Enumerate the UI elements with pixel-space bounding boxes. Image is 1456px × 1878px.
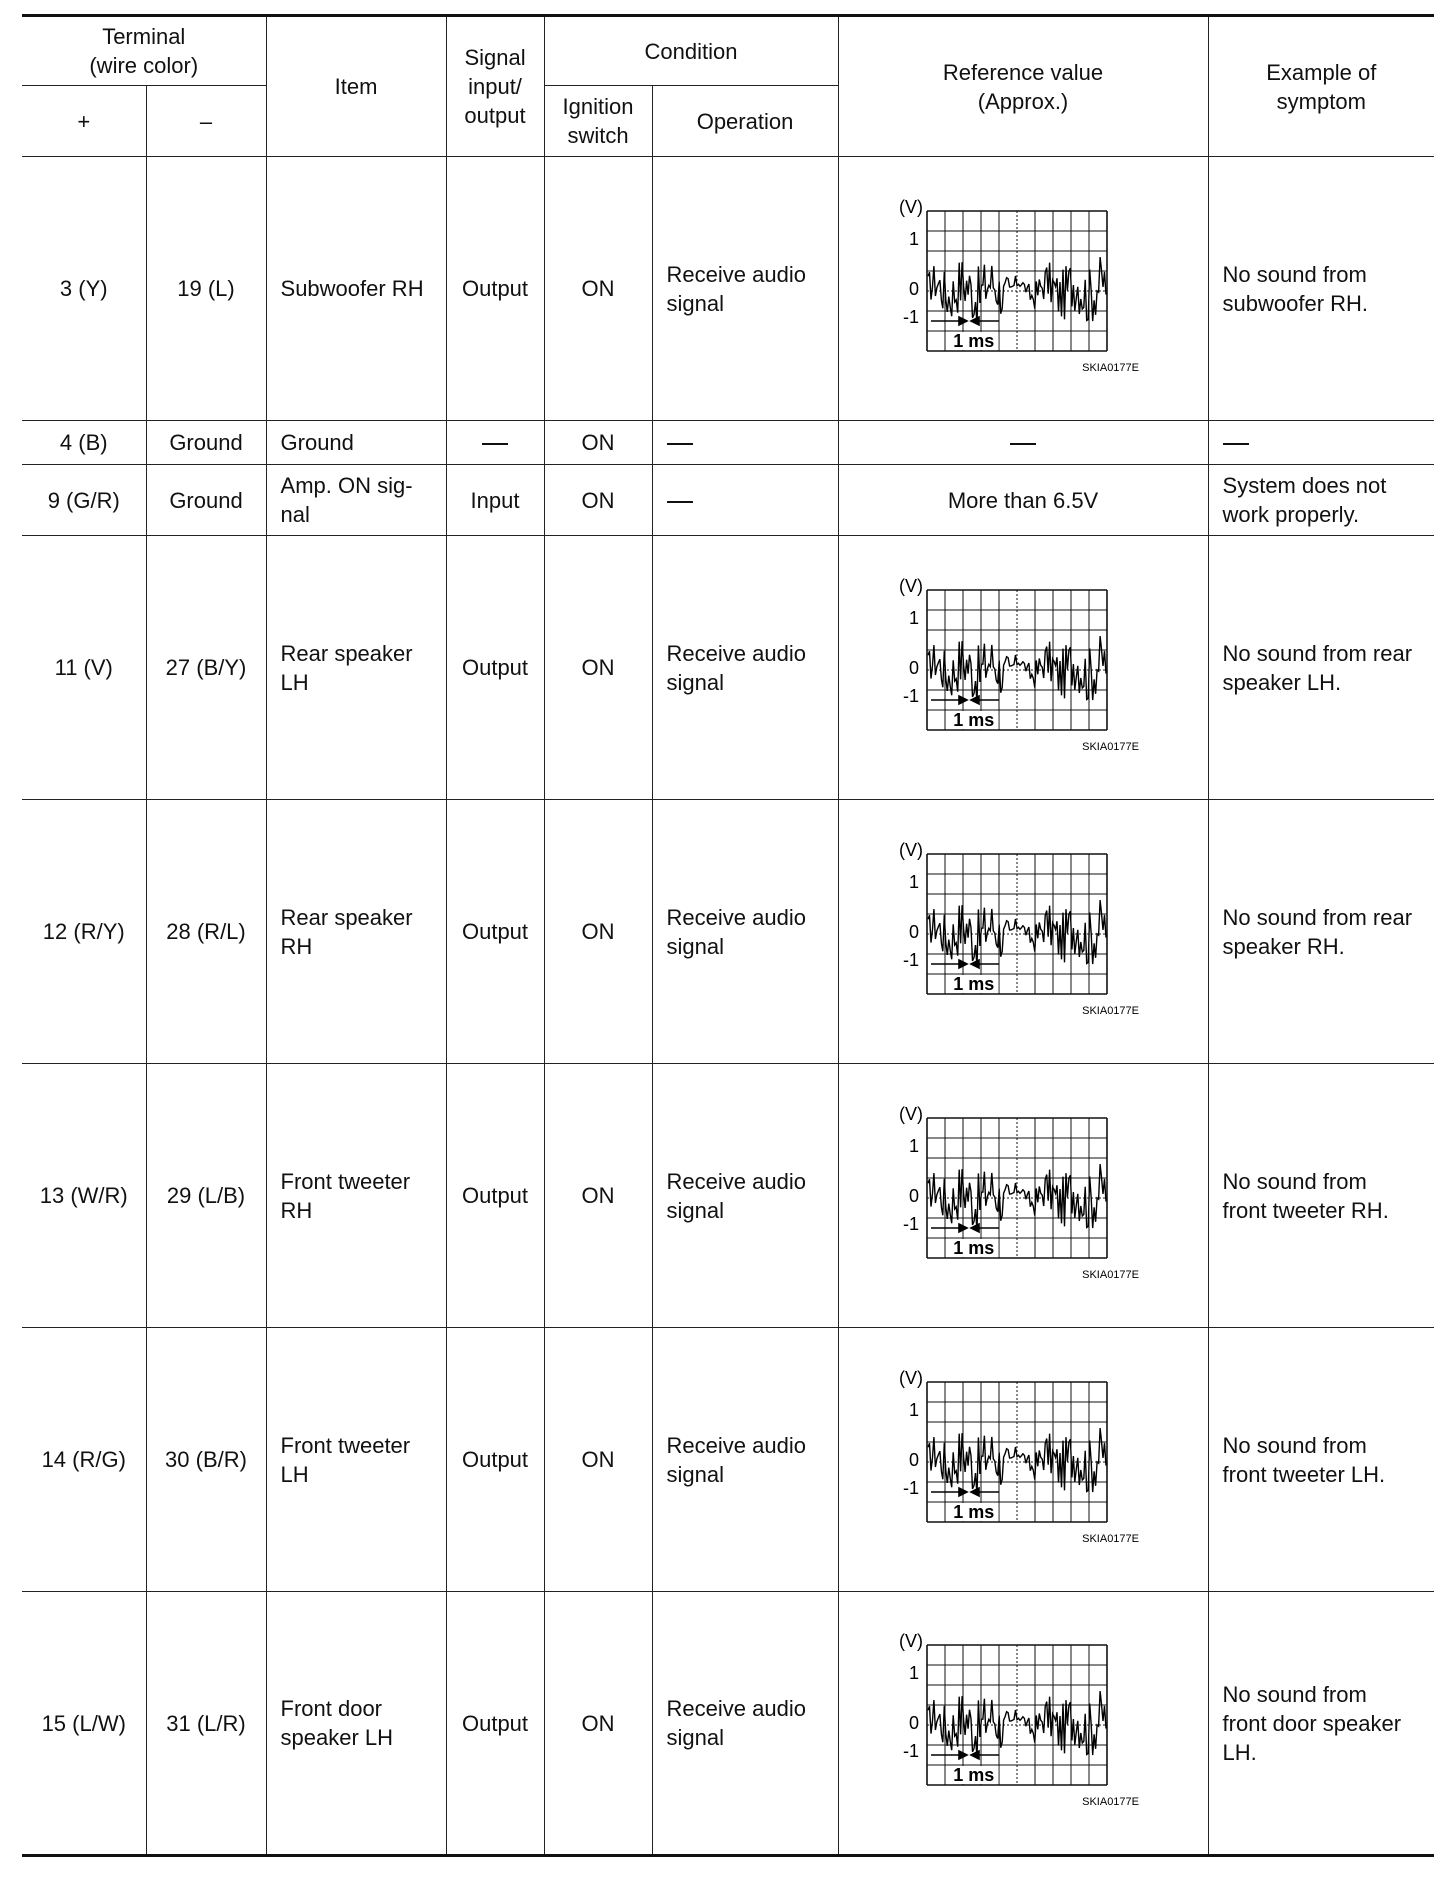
waveform-figure	[893, 1633, 1153, 1813]
waveform-tick-label: 1	[909, 607, 920, 628]
waveform-figure	[893, 842, 1153, 1022]
header-symptom: Example of symptom	[1208, 16, 1434, 157]
cell-signal	[446, 465, 544, 536]
cell-text: ON	[581, 430, 615, 455]
dash-mark	[667, 443, 693, 445]
cell-text: Ground	[169, 487, 243, 513]
cell-signal	[446, 421, 544, 465]
waveform-unit-label: (V)	[899, 1105, 924, 1124]
cell-symptom	[1208, 1064, 1434, 1328]
cell-signal	[446, 157, 544, 421]
cell-text: No sound from front tweeter LH.	[1222, 1432, 1386, 1487]
waveform-tick-label: 0	[909, 278, 920, 299]
header-minus: –	[146, 86, 266, 157]
cell-item	[266, 421, 446, 465]
waveform-time-label: 1 ms	[953, 330, 995, 351]
cell-text: ON	[581, 1447, 615, 1472]
dash-mark	[1010, 443, 1036, 445]
waveform-unit-label: (V)	[899, 1633, 924, 1651]
cell-operation	[652, 800, 838, 1064]
cell-plus	[22, 1064, 146, 1328]
cell-operation	[652, 465, 838, 536]
cell-reference	[838, 157, 1208, 421]
cell-symptom	[1208, 421, 1434, 465]
waveform-grid	[927, 1118, 1107, 1258]
cell-item	[266, 465, 446, 536]
waveform-figure-id: SKIA0177E	[1082, 1268, 1140, 1281]
terminal-spec-table	[22, 14, 1434, 1857]
waveform-figure-id: SKIA0177E	[1082, 1004, 1140, 1017]
cell-signal	[446, 1328, 544, 1592]
waveform-tick-label: 1	[909, 1135, 920, 1156]
cell-text: 19 (L)	[177, 276, 235, 301]
waveform-tick-label: -1	[903, 1213, 920, 1234]
cell-text: Receive audio signal	[666, 1432, 806, 1487]
cell-signal	[446, 1064, 544, 1328]
cell-text: 4 (B)	[59, 430, 108, 455]
cell-minus	[146, 1328, 266, 1592]
cell-plus	[22, 465, 146, 536]
cell-minus	[146, 1592, 266, 1856]
dash-mark	[482, 443, 508, 445]
time-scale-arrow	[931, 317, 999, 325]
cell-reference	[838, 421, 1208, 465]
waveform-tick-label: -1	[903, 306, 920, 327]
cell-operation	[652, 1328, 838, 1592]
cell-text: Receive audio signal	[666, 1696, 806, 1750]
waveform-figure	[893, 199, 1153, 379]
cell-ignition	[544, 465, 652, 536]
waveform-time-label: 1 ms	[953, 973, 995, 994]
cell-symptom	[1208, 1592, 1434, 1856]
cell-text: Output	[461, 276, 529, 301]
table-row	[22, 1328, 1434, 1592]
table-row	[22, 1592, 1434, 1856]
cell-ignition	[544, 536, 652, 800]
waveform-tick-label: 0	[909, 1449, 920, 1470]
cell-text: 15 (L/W)	[41, 1710, 126, 1736]
cell-symptom	[1208, 465, 1434, 536]
cell-operation	[652, 157, 838, 421]
cell-text: No sound from rear speaker RH.	[1222, 904, 1413, 959]
cell-ignition	[544, 1328, 652, 1592]
cell-text: No sound from rear speaker LH.	[1222, 640, 1413, 695]
waveform-tick-label: 0	[909, 1185, 920, 1206]
table-row	[22, 1064, 1434, 1328]
waveform-grid	[927, 211, 1107, 351]
header-plus: +	[22, 86, 146, 157]
cell-plus	[22, 800, 146, 1064]
cell-minus	[146, 536, 266, 800]
cell-text: Receive audio signal	[666, 261, 806, 316]
cell-text: No sound from front door speaker LH.	[1222, 1681, 1402, 1765]
cell-operation	[652, 421, 838, 465]
cell-text: Front tweeter LH	[280, 1432, 411, 1487]
cell-text: Output	[461, 1447, 529, 1472]
cell-reference	[838, 536, 1208, 800]
header-operation: Operation	[652, 86, 838, 157]
cell-symptom	[1208, 536, 1434, 800]
cell-text: 9 (G/R)	[47, 487, 120, 513]
cell-text: 11 (V)	[54, 655, 113, 680]
waveform-tick-label: -1	[903, 685, 920, 706]
cell-minus	[146, 421, 266, 465]
waveform-tick-label: 0	[909, 921, 920, 942]
waveform-tick-label: 0	[909, 657, 920, 678]
cell-minus	[146, 465, 266, 536]
waveform-tick-label: -1	[903, 949, 920, 970]
header-condition: Condition	[544, 16, 838, 86]
cell-ignition	[544, 1592, 652, 1856]
cell-text: ON	[581, 1183, 615, 1208]
cell-text: Front tweeter RH	[280, 1168, 411, 1223]
waveform-figure-id: SKIA0177E	[1082, 1532, 1140, 1545]
table-row	[22, 465, 1434, 536]
cell-reference	[838, 800, 1208, 1064]
cell-minus	[146, 1064, 266, 1328]
waveform-tick-label: 1	[909, 1663, 920, 1683]
cell-operation	[652, 1592, 838, 1856]
table-row	[22, 421, 1434, 465]
cell-ignition	[544, 800, 652, 1064]
cell-symptom	[1208, 1328, 1434, 1592]
cell-ignition	[544, 1064, 652, 1328]
cell-text: 13 (W/R)	[39, 1183, 128, 1208]
waveform-figure	[893, 1370, 1153, 1550]
time-scale-arrow	[931, 1224, 999, 1232]
cell-ignition	[544, 421, 652, 465]
cell-text: Ground	[280, 430, 354, 455]
dash-mark	[667, 501, 693, 503]
cell-operation	[652, 536, 838, 800]
cell-plus	[22, 421, 146, 465]
waveform-figure-id: SKIA0177E	[1082, 740, 1140, 753]
cell-text: Receive audio signal	[666, 904, 806, 959]
cell-text: 30 (B/R)	[165, 1447, 247, 1472]
cell-text: 27 (B/Y)	[165, 655, 247, 680]
header-item: Item	[266, 16, 446, 157]
cell-text: Output	[461, 1183, 529, 1208]
waveform-tick-label: -1	[903, 1741, 920, 1761]
waveform-figure	[893, 1106, 1153, 1286]
cell-plus	[22, 1592, 146, 1856]
waveform-tick-label: 1	[909, 1399, 920, 1420]
waveform-tick-label: 1	[909, 871, 920, 892]
cell-text: Amp. ON sig- nal	[280, 473, 413, 527]
dash-mark	[1223, 443, 1249, 445]
cell-reference	[838, 465, 1208, 536]
cell-text: Rear speaker RH	[280, 904, 413, 959]
cell-text: 12 (R/Y)	[42, 919, 125, 944]
cell-text: Output	[461, 919, 529, 944]
cell-text: 31 (L/R)	[166, 1710, 246, 1736]
cell-text: Ground	[169, 430, 243, 455]
cell-symptom	[1208, 800, 1434, 1064]
cell-text: Output	[461, 1710, 529, 1736]
cell-text: Rear speaker LH	[280, 640, 413, 695]
cell-item	[266, 800, 446, 1064]
cell-minus	[146, 157, 266, 421]
cell-text: Subwoofer RH	[280, 276, 424, 301]
cell-reference	[838, 1592, 1208, 1856]
time-scale-arrow	[931, 960, 999, 968]
cell-item	[266, 1592, 446, 1856]
cell-minus	[146, 800, 266, 1064]
table-row	[22, 536, 1434, 800]
waveform-time-label: 1 ms	[953, 1765, 995, 1785]
cell-text: 28 (R/L)	[166, 919, 246, 944]
waveform-figure-id: SKIA0177E	[1082, 1796, 1140, 1808]
cell-text: ON	[581, 487, 615, 513]
cell-plus	[22, 1328, 146, 1592]
cell-text: ON	[581, 655, 615, 680]
cell-symptom	[1208, 157, 1434, 421]
waveform-figure	[893, 578, 1153, 758]
waveform-time-label: 1 ms	[953, 709, 995, 730]
cell-plus	[22, 157, 146, 421]
cell-operation	[652, 1064, 838, 1328]
cell-text: Output	[461, 655, 529, 680]
header-reference: Reference value (Approx.)	[838, 16, 1208, 157]
cell-plus	[22, 536, 146, 800]
cell-text: Input	[470, 487, 520, 513]
cell-text: Receive audio signal	[666, 640, 806, 695]
waveform-unit-label: (V)	[899, 577, 924, 596]
header-terminal: Terminal (wire color)	[22, 16, 266, 86]
cell-text: 14 (R/G)	[41, 1447, 126, 1472]
cell-reference	[838, 1328, 1208, 1592]
time-scale-arrow	[931, 1488, 999, 1496]
waveform-tick-label: 0	[909, 1713, 920, 1733]
header-signal: Signal input/ output	[446, 16, 544, 157]
table-row	[22, 800, 1434, 1064]
waveform-time-label: 1 ms	[953, 1237, 995, 1258]
waveform-grid	[927, 590, 1107, 730]
cell-text: No sound from subwoofer RH.	[1222, 261, 1369, 316]
waveform-unit-label: (V)	[899, 841, 924, 860]
waveform-grid	[927, 1382, 1107, 1522]
cell-signal	[446, 1592, 544, 1856]
cell-reference	[838, 1064, 1208, 1328]
cell-signal	[446, 536, 544, 800]
cell-item	[266, 157, 446, 421]
cell-text: ON	[581, 276, 615, 301]
cell-text: More than 6.5V	[947, 487, 1099, 513]
waveform-time-label: 1 ms	[953, 1501, 995, 1522]
waveform-grid	[927, 854, 1107, 994]
waveform-grid	[927, 1645, 1107, 1785]
waveform-unit-label: (V)	[899, 1369, 924, 1388]
waveform-figure-id: SKIA0177E	[1082, 361, 1140, 374]
cell-text: ON	[581, 1710, 615, 1736]
cell-ignition	[544, 157, 652, 421]
cell-item	[266, 1328, 446, 1592]
cell-text: No sound from front tweeter RH.	[1222, 1168, 1389, 1223]
waveform-unit-label: (V)	[899, 198, 924, 217]
cell-text: ON	[581, 919, 615, 944]
time-scale-arrow	[931, 696, 999, 704]
cell-text: System does not work properly.	[1222, 473, 1387, 527]
time-scale-arrow	[931, 1751, 999, 1759]
cell-item	[266, 1064, 446, 1328]
header-ignition: Ignition switch	[544, 86, 652, 157]
cell-text: 3 (Y)	[59, 276, 108, 301]
cell-signal	[446, 800, 544, 1064]
table-row	[22, 157, 1434, 421]
waveform-tick-label: 1	[909, 228, 920, 249]
cell-item	[266, 536, 446, 800]
cell-text: 29 (L/B)	[166, 1183, 246, 1208]
cell-text: Front door speaker LH	[280, 1696, 394, 1750]
cell-text: Receive audio signal	[666, 1168, 806, 1223]
waveform-tick-label: -1	[903, 1477, 920, 1498]
